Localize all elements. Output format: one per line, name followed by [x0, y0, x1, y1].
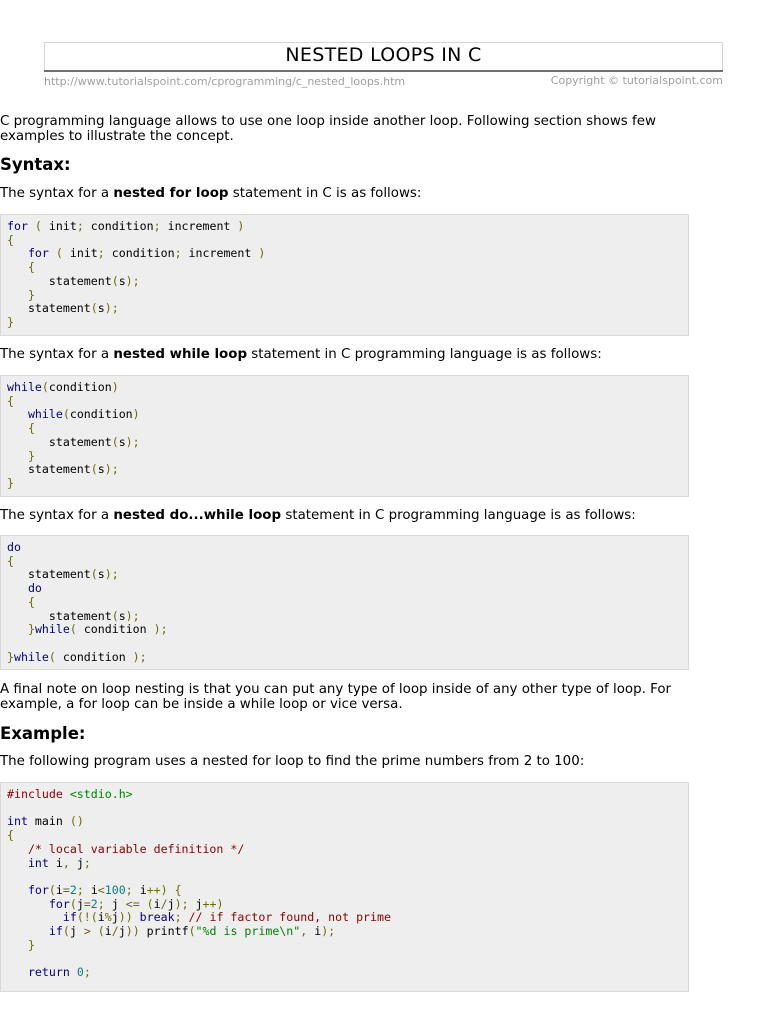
code-token: main	[27, 814, 70, 829]
code-token: (	[146, 896, 154, 911]
code-token	[7, 965, 28, 979]
code-token: while	[34, 622, 70, 637]
sentence-prefix: The syntax for a	[0, 508, 114, 523]
code-token: 2	[90, 896, 98, 911]
code-token	[7, 595, 28, 609]
code-line	[7, 449, 35, 463]
code-token: (	[90, 567, 98, 582]
code-line	[7, 883, 182, 897]
code-token	[91, 924, 98, 938]
code-token: (	[48, 246, 70, 261]
code-token: s	[118, 608, 126, 623]
example-heading: Example:	[0, 724, 86, 743]
code-token	[7, 910, 63, 924]
code-token: j	[69, 855, 84, 870]
code-token: statement	[7, 608, 112, 623]
code-line	[7, 965, 91, 979]
code-token: for	[27, 882, 49, 897]
code-token: int	[27, 855, 49, 870]
code-token: while	[13, 649, 49, 664]
sentence-suffix: statement in C programming language is as follows:	[247, 347, 602, 362]
code-token	[7, 260, 28, 274]
code-token	[140, 897, 147, 911]
code-token	[182, 910, 189, 924]
code-token	[7, 938, 28, 952]
code-token: ;	[97, 246, 112, 261]
code-line	[7, 842, 244, 856]
code-token: (	[69, 896, 77, 911]
code-token: >	[83, 924, 91, 939]
code-line	[7, 828, 14, 842]
code-token	[7, 842, 28, 856]
sentence-bold-term: nested for loop	[113, 186, 229, 201]
code-line	[7, 435, 140, 449]
code-token: while	[7, 380, 42, 394]
code-token: if	[62, 910, 77, 925]
code-token: j	[111, 896, 126, 911]
code-token: );	[174, 896, 189, 911]
code-token: i	[55, 882, 63, 897]
code-line	[7, 938, 35, 952]
code-token: );	[104, 462, 119, 477]
code-token: ()	[69, 814, 84, 829]
code-token: (	[41, 380, 49, 394]
code-token	[7, 856, 28, 870]
code-token: ,	[62, 855, 70, 870]
code-token: }	[7, 314, 14, 329]
code-token	[7, 246, 28, 260]
code-token: {	[27, 260, 35, 275]
code-block-for-loop	[0, 214, 689, 336]
code-token: statement	[7, 273, 112, 288]
code-token: {	[27, 594, 35, 609]
code-token: (	[48, 882, 56, 897]
code-token: j	[118, 924, 126, 939]
sentence-bold-term: nested while loop	[113, 347, 248, 362]
code-token	[7, 288, 28, 302]
code-token: }	[7, 649, 14, 664]
code-line	[7, 219, 244, 233]
code-token: ;	[83, 855, 91, 870]
code-token: )	[132, 407, 140, 422]
code-token: ;	[174, 910, 182, 925]
code-token	[7, 897, 49, 911]
code-token: ))	[118, 910, 133, 925]
code-token: if	[48, 924, 63, 939]
code-line	[7, 394, 14, 408]
code-token: (	[27, 219, 49, 233]
code-line	[7, 274, 140, 288]
page-title: NESTED LOOPS IN C	[44, 42, 723, 70]
sentence-suffix: statement in C programming language is as follows:	[281, 508, 636, 523]
code-token: i	[139, 882, 147, 897]
code-token: j	[111, 910, 119, 925]
code-token: for	[48, 896, 70, 911]
code-line	[7, 421, 35, 435]
code-token: ;	[97, 896, 112, 911]
code-token: do	[27, 581, 42, 596]
code-token: {	[7, 393, 14, 408]
code-token: (	[111, 273, 119, 288]
code-token	[70, 965, 77, 979]
sentence-prefix: The syntax for a	[0, 347, 114, 362]
code-token	[7, 407, 28, 421]
code-token: s	[97, 301, 105, 316]
code-token: condition	[62, 649, 133, 664]
code-token	[7, 449, 28, 463]
code-token: );	[104, 567, 119, 582]
code-token: /	[160, 896, 168, 911]
code-token: return	[27, 965, 70, 980]
code-token: (	[188, 924, 196, 939]
sentence-suffix: statement in C is as follows:	[228, 186, 422, 201]
code-token: s	[97, 567, 105, 582]
sentence-bold-term: nested do...while loop	[113, 508, 282, 523]
code-line	[7, 622, 168, 636]
code-block-dowhile-loop	[0, 535, 689, 670]
code-token: #include	[7, 787, 70, 801]
code-token: /	[111, 924, 119, 939]
code-token: s	[118, 434, 126, 449]
for-syntax-sentence	[0, 186, 675, 201]
code-token: }	[27, 622, 35, 637]
code-token: );	[125, 273, 140, 288]
code-token: );	[104, 301, 119, 316]
code-token: 0	[76, 965, 84, 980]
code-token: j	[69, 924, 84, 939]
code-token: }	[7, 475, 14, 490]
sentence-prefix: The syntax for a	[0, 186, 114, 201]
code-token: int	[7, 814, 28, 829]
code-token: }	[27, 937, 35, 952]
code-token: while	[27, 407, 63, 422]
code-token: s	[118, 273, 126, 288]
code-token: {	[7, 553, 14, 568]
code-token: (	[90, 301, 98, 316]
code-token: }	[27, 287, 35, 302]
while-syntax-sentence	[0, 347, 675, 362]
code-token: ++)	[202, 896, 224, 911]
code-token: i	[153, 896, 161, 911]
code-line	[7, 609, 140, 623]
code-token: 100	[104, 882, 126, 897]
source-url[interactable]: http://www.tutorialspoint.com/cprogramming/c_nested_loops.htm	[44, 75, 406, 88]
code-token: condition	[83, 622, 154, 637]
code-token: (	[111, 608, 119, 623]
code-token: statement	[7, 434, 112, 449]
code-token: )	[111, 380, 119, 394]
code-token	[7, 581, 28, 595]
code-token: i	[104, 924, 112, 939]
code-line	[7, 897, 224, 911]
code-token: (	[97, 924, 105, 939]
code-token: increment	[188, 246, 252, 261]
code-line	[7, 476, 14, 490]
code-token: )	[251, 246, 266, 261]
code-token: ;	[153, 219, 168, 233]
code-token: (	[69, 622, 84, 637]
code-line	[7, 856, 91, 870]
code-token: =	[83, 896, 91, 911]
code-token: <stdio.h>	[69, 787, 133, 801]
code-token: j	[76, 896, 84, 911]
code-token: 2	[69, 882, 77, 897]
code-token: (	[62, 407, 70, 422]
code-line	[7, 924, 335, 938]
code-token: (	[90, 462, 98, 477]
code-token: i	[307, 924, 322, 939]
code-line	[7, 246, 265, 260]
code-token: i	[97, 910, 105, 925]
copyright-notice: Copyright © tutorialspoint.com	[550, 74, 723, 87]
dowhile-syntax-sentence	[0, 508, 675, 523]
code-block-example	[0, 782, 689, 992]
code-token	[7, 883, 28, 897]
code-line	[7, 910, 391, 924]
code-token: condition	[111, 246, 175, 261]
code-line	[7, 407, 140, 421]
syntax-heading: Syntax:	[0, 155, 71, 174]
code-token: j	[188, 896, 203, 911]
code-token	[7, 924, 49, 938]
code-line	[7, 595, 35, 609]
code-token: i	[90, 882, 98, 897]
code-token: {	[7, 232, 14, 247]
code-token: break	[139, 910, 175, 925]
code-token: <	[97, 882, 105, 897]
page-meta	[44, 72, 723, 90]
code-token: condition	[48, 380, 112, 394]
code-token: for	[27, 246, 49, 261]
code-token: // if factor found, not prime	[188, 910, 391, 925]
code-line	[7, 462, 119, 476]
code-line	[7, 540, 21, 554]
code-token: {	[27, 421, 35, 436]
code-token	[7, 421, 28, 435]
final-note-paragraph: A final note on loop nesting is that you can put any type of loop inside of any other type of loop. For example, a for loop can be inside a while loop or vice versa.	[0, 682, 672, 712]
code-token: {	[7, 828, 14, 843]
code-token: ;	[83, 965, 91, 980]
code-line	[7, 260, 35, 274]
code-line	[7, 567, 119, 581]
code-token: j	[167, 896, 175, 911]
code-token: (	[111, 434, 119, 449]
code-token: );	[321, 924, 336, 939]
code-token: )	[230, 219, 245, 233]
code-token: increment	[167, 219, 231, 233]
code-token: (	[48, 649, 63, 664]
code-token: %	[104, 910, 112, 925]
code-token: ))	[125, 924, 140, 939]
code-token: "%d is prime\n"	[195, 924, 301, 939]
code-token: (	[62, 924, 70, 939]
code-line	[7, 581, 42, 595]
code-token: s	[97, 462, 105, 477]
code-token: ;	[174, 246, 189, 261]
code-token: for	[7, 219, 28, 233]
code-token: statement	[7, 301, 91, 316]
code-token: );	[153, 622, 168, 637]
code-token	[7, 622, 28, 636]
code-token: =	[62, 882, 70, 897]
code-line	[7, 380, 119, 394]
code-token: init	[48, 219, 77, 233]
intro-paragraph: C programming language allows to use one loop inside another loop. Following section shows few examples to illustrate the concept.	[0, 114, 656, 144]
code-token: i	[48, 855, 63, 870]
example-intro: The following program uses a nested for loop to find the prime numbers from 2 to 100:	[0, 754, 585, 769]
document-page	[44, 42, 723, 90]
code-token: <=	[125, 896, 140, 911]
code-token: condition	[90, 219, 154, 233]
code-token: ;	[76, 219, 91, 233]
code-token: ;	[76, 882, 91, 897]
code-token: ,	[300, 924, 308, 939]
code-line	[7, 787, 133, 801]
code-block-while-loop	[0, 375, 689, 497]
code-token: /* local variable definition */	[27, 841, 245, 856]
code-token	[133, 910, 140, 924]
code-token: do	[7, 540, 21, 554]
code-line	[7, 814, 84, 828]
code-token: statement	[7, 567, 91, 582]
code-token: (!(	[76, 910, 98, 925]
code-token: ;	[125, 882, 140, 897]
code-line	[7, 554, 14, 568]
code-token: printf	[139, 924, 189, 939]
code-line	[7, 315, 14, 329]
code-line	[7, 288, 35, 302]
code-token: init	[69, 246, 98, 261]
code-token: );	[125, 608, 140, 623]
code-token: ++) {	[146, 882, 182, 897]
code-token: }	[27, 448, 35, 463]
code-line	[7, 233, 14, 247]
code-token: statement	[7, 462, 91, 477]
code-line	[7, 301, 119, 315]
code-token: );	[125, 434, 140, 449]
code-token: condition	[69, 407, 133, 422]
code-token: );	[132, 649, 147, 664]
code-line	[7, 650, 147, 664]
